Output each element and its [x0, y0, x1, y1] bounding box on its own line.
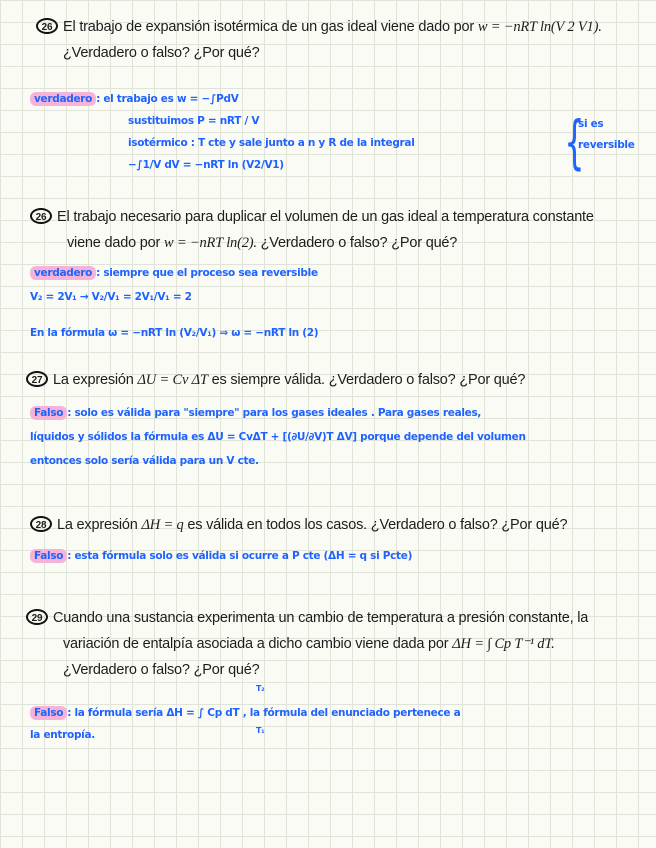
answer-line: [30, 262, 318, 284]
question-text: es válida en todos los casos. ¿Verdadero o falso? ¿Por qué?: [183, 517, 568, 533]
answer-28: [30, 402, 526, 472]
verdict-tag: verdadero: [30, 92, 96, 106]
answer-line: líquidos y sólidos la fórmula es ΔU = CvΔT + [(∂U/∂V)T ΔV] porque depende del volumen: [30, 431, 526, 443]
answer-text: : esta fórmula solo es válida si ocurre a P cte (ΔH = q si Pcte): [67, 550, 413, 562]
question-text: La expresión: [53, 372, 138, 388]
question-27: [30, 204, 594, 256]
brace-note-line: reversible: [578, 139, 635, 151]
formula: w = −nRT ln(2).: [163, 235, 257, 251]
formula: w = −nRT ln(V 2 V1).: [477, 19, 602, 35]
brace-note-line: si es: [578, 118, 604, 130]
answer-line: −∫1/V dV = −nRT ln (V2/V1): [128, 159, 284, 171]
answer-text: : la fórmula sería ΔH = ∫ Cp dT , la fórmula del enunciado pertenece a: [67, 707, 461, 719]
answer-27: [30, 262, 318, 344]
verdict-tag: Falso: [30, 706, 67, 720]
question-26-line-1: [36, 14, 602, 40]
question-28-line-1: [26, 367, 525, 393]
question-26-line-2: ¿Verdadero o falso? ¿Por qué?: [63, 45, 260, 61]
question-30-line-3: ¿Verdadero o falso? ¿Por qué?: [63, 662, 260, 678]
question-27-line-2: [30, 230, 594, 256]
question-30: [26, 605, 588, 683]
brace-note: [578, 114, 635, 156]
answer-text: : el trabajo es w = −∫PdV: [96, 93, 239, 105]
integral-upper-limit: T₂: [256, 684, 265, 693]
question-27-line-1: [30, 204, 594, 230]
answer-line: la entropía.: [30, 729, 95, 741]
question-28: [26, 367, 525, 393]
verdict-tag: Falso: [30, 549, 67, 563]
answer-26: [30, 88, 415, 176]
answer-line: isotérmico : T cte y sale junto a n y R de la integral: [128, 137, 415, 149]
answer-line: sustituimos P = nRT / V: [128, 115, 260, 127]
question-30-line-1: [26, 605, 588, 631]
answer-line: V₂ = 2V₁ → V₂/V₁ = 2V₁/V₁ = 2: [30, 291, 192, 303]
answer-line: En la fórmula ω = −nRT ln (V₂/V₁) ⇒ ω = −nRT ln (2): [30, 327, 319, 339]
question-text: variación de entalpía asociada a dicho cambio viene dada por: [63, 636, 453, 652]
answer-line: [30, 88, 415, 110]
question-number-badge: 27: [26, 371, 48, 387]
answer-29: [30, 545, 412, 567]
question-29: [30, 512, 567, 538]
formula: ΔH = ∫ Cp T⁻¹ dT.: [452, 636, 555, 652]
question-number-badge: 26: [30, 208, 52, 224]
formula: ΔU = Cv ΔT: [137, 372, 208, 388]
answer-line: [30, 402, 526, 424]
question-text: Cuando una sustancia experimenta un cambio de temperatura a presión constante, la: [53, 610, 589, 626]
formula: ΔH = q: [141, 517, 184, 533]
verdict-tag: Falso: [30, 406, 67, 420]
question-text: El trabajo necesario para duplicar el volumen de un gas ideal a temperatura constante: [57, 209, 594, 225]
question-number-badge: 28: [30, 516, 52, 532]
question-text: La expresión: [57, 517, 142, 533]
answer-line: [30, 702, 460, 724]
answer-text: : solo es válida para "siempre" para los gases ideales . Para gases reales,: [67, 407, 482, 419]
answer-line: entonces solo sería válida para un V cte.: [30, 455, 259, 467]
question-text: es siempre válida. ¿Verdadero o falso? ¿Por qué?: [207, 372, 526, 388]
answer-30: [30, 702, 460, 746]
question-number-badge: 26: [36, 18, 58, 34]
question-text: El trabajo de expansión isotérmica de un gas ideal viene dado por: [63, 19, 478, 35]
question-text: ¿Verdadero o falso? ¿Por qué?: [256, 235, 458, 251]
question-30-line-2: [26, 631, 588, 657]
question-29-line-1: [30, 512, 567, 538]
curly-brace-icon: {: [564, 108, 585, 176]
question-number-badge: 29: [26, 609, 48, 625]
question-26: [36, 14, 602, 66]
integral-lower-limit: T₁: [256, 726, 265, 735]
answer-text: : siempre que el proceso sea reversible: [96, 267, 318, 279]
question-text: viene dado por: [67, 235, 164, 251]
verdict-tag: verdadero: [30, 266, 96, 280]
answer-line: [30, 545, 412, 567]
